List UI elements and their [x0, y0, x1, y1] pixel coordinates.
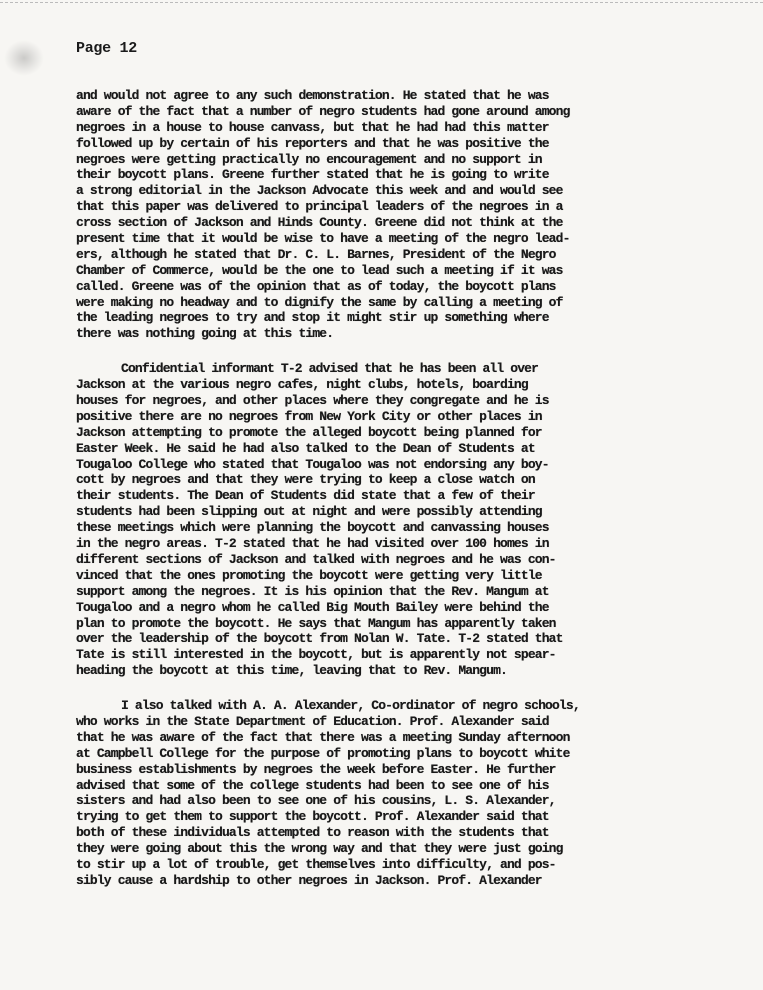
text-line: heading the boycott at this time, leaving that to Rev. Mangum.	[76, 663, 507, 679]
text-line: Tougaloo and a negro whom he called Big Mouth Bailey were behind the	[76, 599, 549, 615]
text-line: they were going about this the wrong way and that they were just going	[76, 841, 563, 857]
text-line: at Campbell College for the purpose of promoting plans to boycott white	[76, 745, 570, 761]
text-line: Tate is still interested in the boycott, but is apparently not spear-	[76, 647, 556, 663]
margin-smudge	[4, 40, 44, 76]
text-line: cross section of Jackson and Hinds County. Greene did not think at the	[76, 215, 563, 231]
text-line: their students. The Dean of Students did state that a few of their	[76, 488, 535, 504]
text-line: cott by negroes and that they were trying to keep a close watch on	[76, 472, 535, 488]
text-line: a strong editorial in the Jackson Advocate this week and and would see	[76, 183, 563, 199]
text-line: sibly cause a hardship to other negroes in Jackson. Prof. Alexander	[76, 872, 542, 888]
text-line: there was nothing going at this time.	[76, 326, 334, 342]
text-line: ers, although he stated that Dr. C. L. Barnes, President of the Negro	[76, 246, 556, 262]
document-body	[76, 88, 724, 908]
text-line: advised that some of the college students had been to see one of his	[76, 777, 549, 793]
text-line: both of these individuals attempted to reason with the students that	[76, 825, 549, 841]
text-line: negroes were getting practically no encouragement and no support in	[76, 151, 542, 167]
text-line: that he was aware of the fact that there was a meeting Sunday afternoon	[76, 729, 570, 745]
text-line: present time that it would be wise to have a meeting of the negro lead-	[76, 231, 570, 247]
text-line: their boycott plans. Greene further stated that he is going to write	[76, 167, 549, 183]
text-line: and would not agree to any such demonstration. He stated that he was	[76, 88, 549, 103]
paragraph	[76, 88, 724, 342]
text-line: over the leadership of the boycott from Nolan W. Tate. T-2 stated that	[76, 631, 563, 647]
text-line: support among the negroes. It is his opinion that the Rev. Mangum at	[76, 583, 549, 599]
page-number: Page 12	[76, 40, 137, 57]
text-line: business establishments by negroes the week before Easter. He further	[76, 761, 556, 777]
paragraph	[76, 698, 724, 889]
top-edge-mark	[0, 2, 763, 5]
text-line: in the negro areas. T-2 stated that he had visited over 100 homes in	[76, 536, 549, 552]
text-line: called. Greene was of the opinion that as of today, the boycott plans	[76, 278, 556, 294]
text-line: sisters and had also been to see one of his cousins, L. S. Alexander,	[76, 793, 556, 809]
paragraph	[76, 361, 724, 679]
text-line: positive there are no negroes from New York City or other places in	[76, 408, 542, 424]
text-line: aware of the fact that a number of negro students had gone around among	[76, 103, 570, 119]
text-line: I also talked with A. A. Alexander, Co-ordinator of negro schools,	[121, 698, 580, 714]
text-line: Easter Week. He said he had also talked to the Dean of Students at	[76, 440, 535, 456]
text-line: Confidential informant T-2 advised that he has been all over	[121, 361, 539, 377]
text-line: to stir up a lot of trouble, get themselves into difficulty, and pos-	[76, 856, 556, 872]
text-line: plan to promote the boycott. He says that Mangum has apparently taken	[76, 615, 556, 631]
text-line: that this paper was delivered to principal leaders of the negroes in a	[76, 199, 563, 215]
text-line: different sections of Jackson and talked with negroes and he was con-	[76, 551, 556, 567]
text-line: Chamber of Commerce, would be the one to lead such a meeting if it was	[76, 262, 563, 278]
text-line: trying to get them to support the boycott. Prof. Alexander said that	[76, 809, 549, 825]
text-line: Jackson at the various negro cafes, night clubs, hotels, boarding	[76, 377, 528, 393]
text-line: the leading negroes to try and stop it might stir up something where	[76, 310, 549, 326]
text-line: Tougaloo College who stated that Tougaloo was not endorsing any boy-	[76, 456, 549, 472]
text-line: these meetings which were planning the boycott and canvassing houses	[76, 520, 549, 536]
text-line: students had been slipping out at night and were possibly attending	[76, 504, 542, 520]
text-line: who works in the State Department of Education. Prof. Alexander said	[76, 713, 549, 729]
text-line: were making no headway and to dignify the same by calling a meeting of	[76, 294, 563, 310]
text-line: houses for negroes, and other places where they congregate and he is	[76, 393, 549, 409]
text-line: Jackson attempting to promote the alleged boycott being planned for	[76, 424, 542, 440]
text-line: negroes in a house to house canvass, but that he had had this matter	[76, 119, 549, 135]
text-line: vinced that the ones promoting the boycott were getting very little	[76, 567, 542, 583]
text-line: followed up by certain of his reporters and that he was positive the	[76, 135, 549, 151]
